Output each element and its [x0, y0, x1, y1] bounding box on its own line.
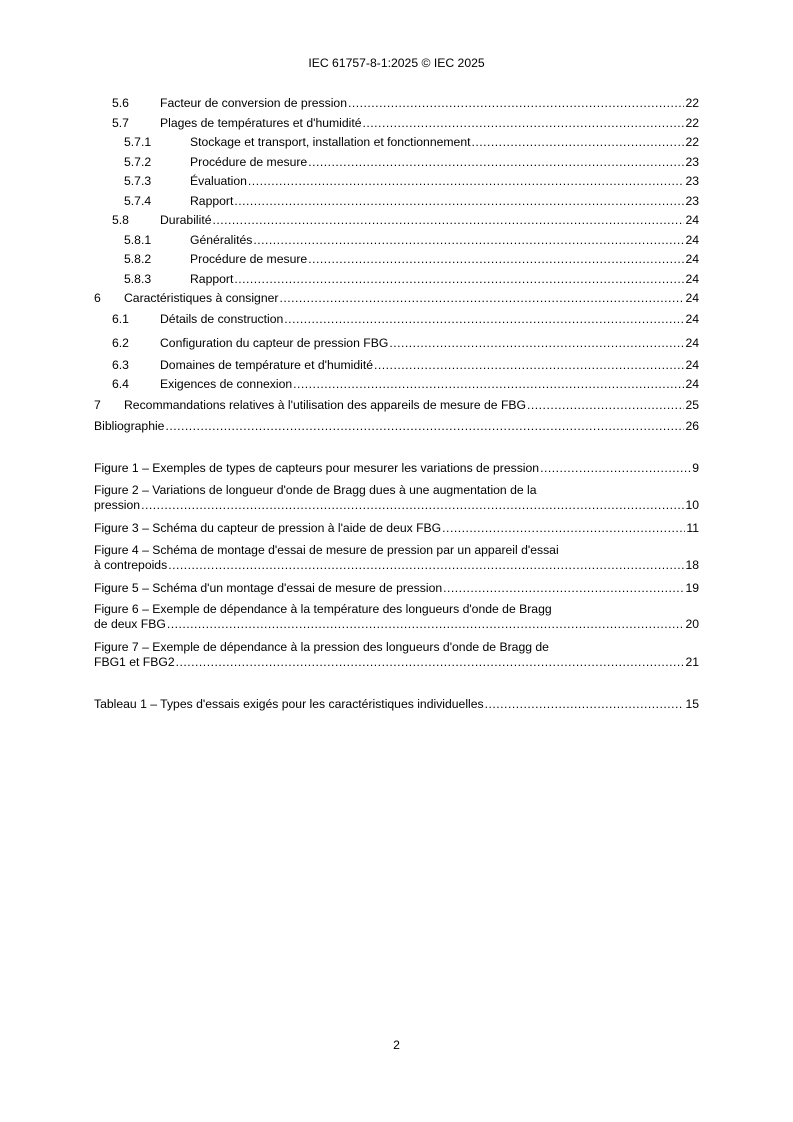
- toc-entry: [94, 213, 699, 228]
- toc-entry-line: [160, 96, 699, 111]
- dot-leader: [248, 174, 685, 189]
- dot-leader: [471, 135, 684, 150]
- dot-leader: [363, 116, 685, 131]
- toc-entry-page: 25: [685, 398, 699, 412]
- toc-entry-page: 24: [685, 233, 699, 247]
- toc-entry-line: [190, 194, 699, 209]
- toc-entry-number: 5.7.1: [124, 135, 152, 149]
- toc-entry-line: [190, 233, 699, 248]
- page-number: 2: [393, 1038, 400, 1052]
- figure-entry: [94, 461, 699, 476]
- toc-entry-page: 23: [685, 174, 699, 188]
- toc-entry: [94, 272, 699, 287]
- toc-entry-title: Configuration du capteur de pression FBG: [160, 336, 389, 350]
- toc-entry-line: [160, 312, 699, 327]
- toc-entry-number: 6.4: [112, 377, 129, 391]
- toc-entry-title: Stockage et transport, installation et fonctionnement: [190, 135, 471, 149]
- toc-entry-title: Évaluation: [190, 174, 247, 188]
- toc-entry-line: [190, 174, 699, 189]
- toc-entry-line: [190, 252, 699, 267]
- dot-leader: [540, 461, 691, 476]
- dot-leader: [212, 213, 684, 228]
- toc-entry: [94, 96, 699, 111]
- toc-entry-number: 6.3: [112, 358, 129, 372]
- toc-entry-title: Rapport: [190, 194, 234, 208]
- toc-entry-number: 5.8.3: [124, 272, 152, 286]
- dot-leader: [485, 697, 685, 712]
- toc-entry: [94, 398, 699, 413]
- dot-leader: [374, 358, 684, 373]
- toc-entry-page: 23: [685, 155, 699, 169]
- toc-entry-line: [124, 398, 699, 413]
- figure-entry-page: 19: [685, 581, 699, 595]
- toc-entry-line: [160, 358, 699, 373]
- figure-entry-title-line2: FBG1 et FBG2: [94, 655, 175, 669]
- toc-entry-line: [94, 419, 699, 434]
- dot-leader: [389, 336, 684, 351]
- figure-entry: [94, 640, 699, 670]
- toc-entry-line: [160, 213, 699, 228]
- dot-leader: [308, 155, 684, 170]
- dot-leader: [279, 291, 684, 306]
- toc-entry-page: 23: [685, 194, 699, 208]
- dot-leader: [308, 252, 684, 267]
- figure-entry-title-line2: à contrepoids: [94, 558, 168, 572]
- dot-leader: [165, 419, 684, 434]
- dot-leader: [141, 498, 684, 513]
- toc-entry-page: 24: [685, 272, 699, 286]
- figure-entry-title-line1: Figure 4 – Schéma de montage d'essai de mesure de pression par un appareil d'essai: [94, 543, 559, 557]
- table-entry-line: [94, 697, 699, 712]
- dot-leader: [234, 194, 684, 209]
- figure-entry-page: 9: [692, 461, 699, 475]
- toc-entry: [94, 233, 699, 248]
- figure-entry-line: [94, 521, 699, 536]
- figure-entry-line: [94, 655, 699, 670]
- toc-entry-number: 5.8.1: [124, 233, 152, 247]
- dot-leader: [443, 581, 684, 596]
- figure-entry-title-line1: Figure 6 – Exemple de dépendance à la température des longueurs d'onde de Bragg: [94, 602, 552, 616]
- figure-entry-title-line2: de deux FBG: [94, 617, 166, 631]
- dot-leader: [168, 558, 684, 573]
- toc-entry-line: [190, 272, 699, 287]
- toc-entry-page: 26: [685, 419, 699, 433]
- toc-entry-number: 7: [94, 398, 101, 412]
- toc-entry: [94, 291, 699, 306]
- figure-entry: [94, 543, 699, 573]
- toc-entry-page: 24: [685, 213, 699, 227]
- toc-entry-line: [160, 116, 699, 131]
- dot-leader: [176, 655, 685, 670]
- toc-entry-line: [160, 377, 699, 392]
- figure-entry-title-line1: Figure 2 – Variations de longueur d'onde de Bragg dues à une augmentation de la: [94, 483, 537, 497]
- table-entry-title: Tableau 1 – Types d'essais exigés pour les caractéristiques individuelles: [94, 697, 484, 711]
- toc-entry-title: Détails de construction: [160, 312, 284, 326]
- dot-leader: [253, 233, 684, 248]
- toc-entry-title: Durabilité: [160, 213, 212, 227]
- dot-leader: [348, 96, 684, 111]
- toc-entry-number: 5.8: [112, 213, 129, 227]
- toc-entry: [94, 358, 699, 373]
- toc-entry-page: 24: [685, 358, 699, 372]
- toc-entry-number: 6: [94, 291, 101, 305]
- figure-entry-title-line1: Figure 7 – Exemple de dépendance à la pression des longueurs d'onde de Bragg de: [94, 640, 549, 654]
- toc-entry-number: 5.7.3: [124, 174, 152, 188]
- toc-entry-title: Généralités: [190, 233, 253, 247]
- toc-entry-title: Exigences de connexion: [160, 377, 293, 391]
- toc-entry-page: 24: [685, 336, 699, 350]
- toc-entry-number: 5.7: [112, 116, 129, 130]
- toc-entry-line: [190, 155, 699, 170]
- toc-entry: [94, 116, 699, 131]
- dot-leader: [284, 312, 684, 327]
- toc-entry-title: Procédure de mesure: [190, 155, 308, 169]
- dot-leader: [234, 272, 684, 287]
- toc-entry-title: Bibliographie: [94, 419, 165, 433]
- figure-entry-line: [94, 581, 699, 596]
- toc-entry-title: Caractéristiques à consigner: [124, 291, 279, 305]
- toc-entry-page: 24: [685, 291, 699, 305]
- figure-entry-line: [94, 617, 699, 632]
- toc-entry-title: Domaines de température et d'humidité: [160, 358, 374, 372]
- toc-entry: [94, 174, 699, 189]
- toc-entry-number: 5.7.4: [124, 194, 152, 208]
- figure-entry-page: 11: [686, 521, 699, 535]
- figure-entry-line: [94, 498, 699, 513]
- figure-entry-page: 21: [685, 655, 699, 669]
- page-header: IEC 61757-8-1:2025 © IEC 2025: [308, 56, 485, 70]
- figure-entry-title: Figure 5 – Schéma d'un montage d'essai de mesure de pression: [94, 581, 443, 595]
- toc-entry-number: 5.6: [112, 96, 129, 110]
- figure-entry-title-line2: pression: [94, 498, 141, 512]
- toc-entry: [94, 252, 699, 267]
- figure-entry-page: 10: [685, 498, 699, 512]
- toc-entry-line: [160, 336, 699, 351]
- table-entry: [94, 697, 699, 712]
- toc-entry-title: Facteur de conversion de pression: [160, 96, 347, 110]
- toc-entry-page: 22: [685, 135, 699, 149]
- toc-entry-page: 24: [685, 252, 699, 266]
- toc-entry-title: Procédure de mesure: [190, 252, 308, 266]
- figure-entry-page: 20: [685, 617, 699, 631]
- dot-leader: [167, 617, 685, 632]
- toc-entry-title: Rapport: [190, 272, 234, 286]
- toc-entry-number: 6.2: [112, 336, 129, 350]
- figure-entry: [94, 602, 699, 632]
- toc-entry: [94, 336, 699, 351]
- toc-entry-title: Plages de températures et d'humidité: [160, 116, 362, 130]
- toc-entry-line: [124, 291, 699, 306]
- figure-entry-title: Figure 1 – Exemples de types de capteurs pour mesurer les variations de pression: [94, 461, 540, 475]
- dot-leader: [442, 521, 685, 536]
- figure-entry-line: [94, 461, 699, 476]
- toc-entry-number: 5.7.2: [124, 155, 152, 169]
- toc-entry-page: 24: [685, 312, 699, 326]
- toc-entry: [94, 419, 699, 434]
- toc-entry: [94, 377, 699, 392]
- toc-entry: [94, 312, 699, 327]
- figure-entry-page: 18: [685, 558, 699, 572]
- toc-entry-line: [190, 135, 699, 150]
- figure-entry: [94, 483, 699, 513]
- figure-entry-line: [94, 558, 699, 573]
- toc-entry-page: 22: [685, 116, 699, 130]
- table-entry-page: 15: [685, 697, 699, 711]
- figure-entry: [94, 581, 699, 596]
- toc-entry: [94, 135, 699, 150]
- toc-entry-number: 6.1: [112, 312, 129, 326]
- dot-leader: [293, 377, 684, 392]
- dot-leader: [527, 398, 684, 413]
- toc-entry: [94, 155, 699, 170]
- toc-entry-page: 22: [685, 96, 699, 110]
- figure-entry: [94, 521, 699, 536]
- toc-entry-page: 24: [685, 377, 699, 391]
- toc-entry-number: 5.8.2: [124, 252, 152, 266]
- figure-entry-title: Figure 3 – Schéma du capteur de pression à l'aide de deux FBG: [94, 521, 442, 535]
- toc-entry-title: Recommandations relatives à l'utilisation des appareils de mesure de FBG: [124, 398, 527, 412]
- toc-entry: [94, 194, 699, 209]
